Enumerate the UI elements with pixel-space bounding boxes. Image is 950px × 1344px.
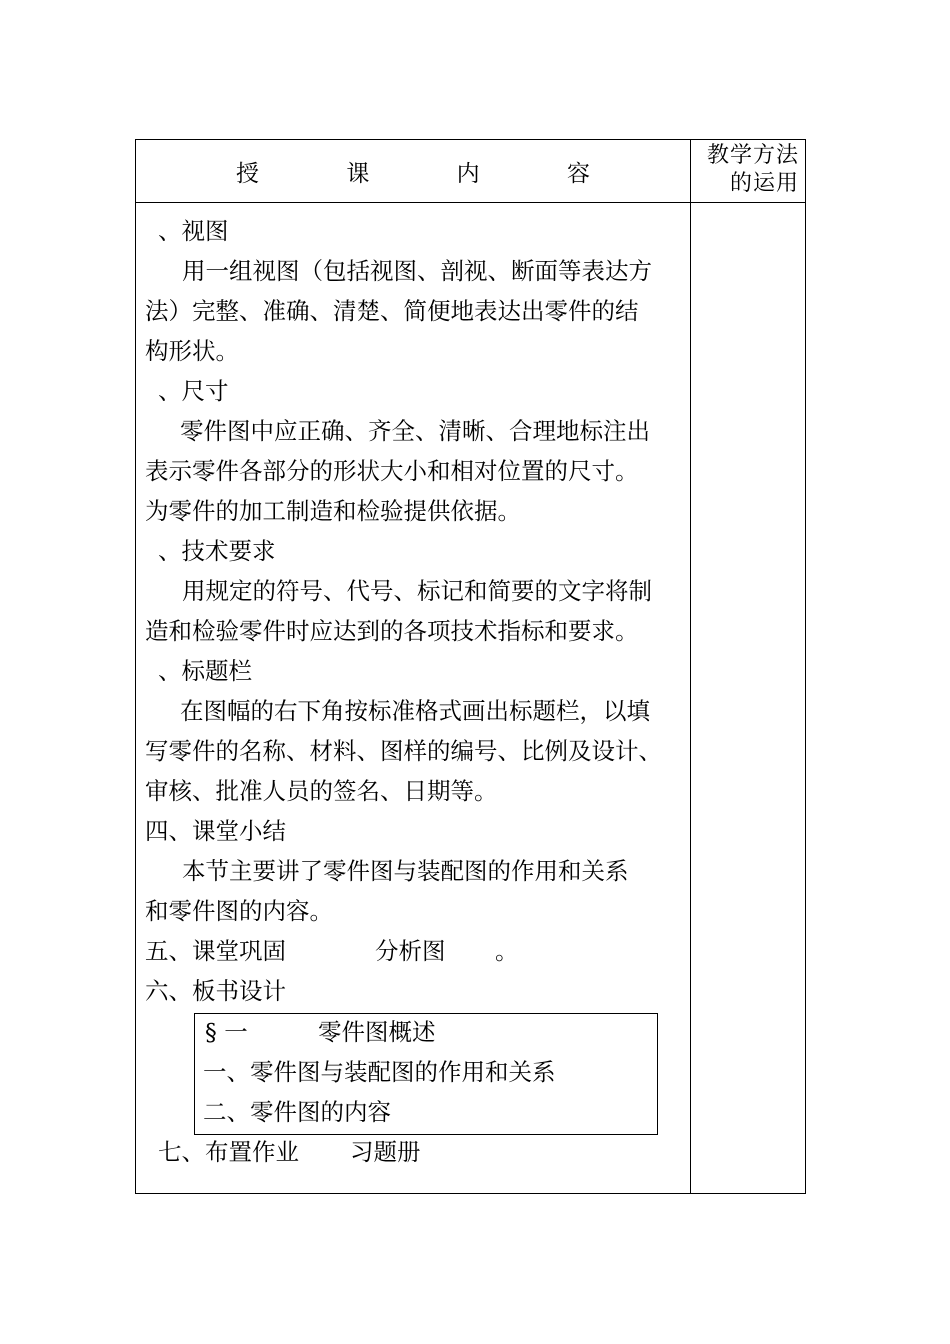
summary-title: 四、课堂小结 bbox=[145, 817, 286, 845]
board-item: 一、零件图与装配图的作用和关系 bbox=[203, 1058, 556, 1086]
section-titleblock-title: 、标题栏 bbox=[158, 657, 252, 685]
section-size-text: 零件图中应正确、齐全、清晰、合理地标注出 bbox=[180, 417, 650, 445]
section-view-title: 、视图 bbox=[158, 217, 229, 245]
header-method-line1: 教学方法 bbox=[706, 143, 799, 168]
summary-text: 本节主要讲了零件图与装配图的作用和关系 bbox=[182, 857, 629, 885]
section-size-text: 为零件的加工制造和检验提供依据。 bbox=[145, 497, 521, 525]
section-view-text: 法）完整、准确、清楚、简便地表达出零件的结 bbox=[145, 297, 639, 325]
section-size-text: 表示零件各部分的形状大小和相对位置的尺寸。 bbox=[145, 457, 639, 485]
section-size-title: 、尺寸 bbox=[158, 377, 229, 405]
column-divider bbox=[690, 140, 691, 1193]
board-item: 二、零件图的内容 bbox=[203, 1098, 391, 1126]
section-tech-title: 、技术要求 bbox=[158, 537, 276, 565]
section-tech-text: 造和检验零件时应达到的各项技术指标和要求。 bbox=[145, 617, 639, 645]
header-method-title bbox=[692, 142, 805, 202]
section-titleblock-text: 在图幅的右下角按标准格式画出标题栏，以填 bbox=[180, 697, 650, 725]
consolidate-end: 。 bbox=[495, 937, 519, 965]
board-section-title: 零件图概述 bbox=[318, 1018, 436, 1046]
section-titleblock-text: 写零件的名称、材料、图样的编号、比例及设计、 bbox=[145, 737, 662, 765]
consolidate-label: 五、课堂巩固 bbox=[145, 937, 286, 965]
header-method-line2: 的运用 bbox=[729, 171, 799, 196]
section-tech-text: 用规定的符号、代号、标记和简要的文字将制 bbox=[182, 577, 652, 605]
header-content-title: 授 课 内 容 bbox=[236, 160, 630, 187]
header-divider bbox=[136, 202, 805, 203]
section-titleblock-text: 审核、批准人员的签名、日期等。 bbox=[145, 777, 498, 805]
summary-text: 和零件图的内容。 bbox=[145, 897, 333, 925]
board-title: 六、板书设计 bbox=[145, 977, 286, 1005]
section-view-text: 构形状。 bbox=[145, 337, 239, 365]
consolidate-text: 分析图 bbox=[375, 937, 446, 965]
board-section-mark: § 一 bbox=[205, 1018, 248, 1046]
homework-label: 七、布置作业 bbox=[158, 1138, 299, 1166]
section-view-text: 用一组视图（包括视图、剖视、断面等表达方 bbox=[182, 257, 652, 285]
homework-text: 习题册 bbox=[350, 1138, 421, 1166]
